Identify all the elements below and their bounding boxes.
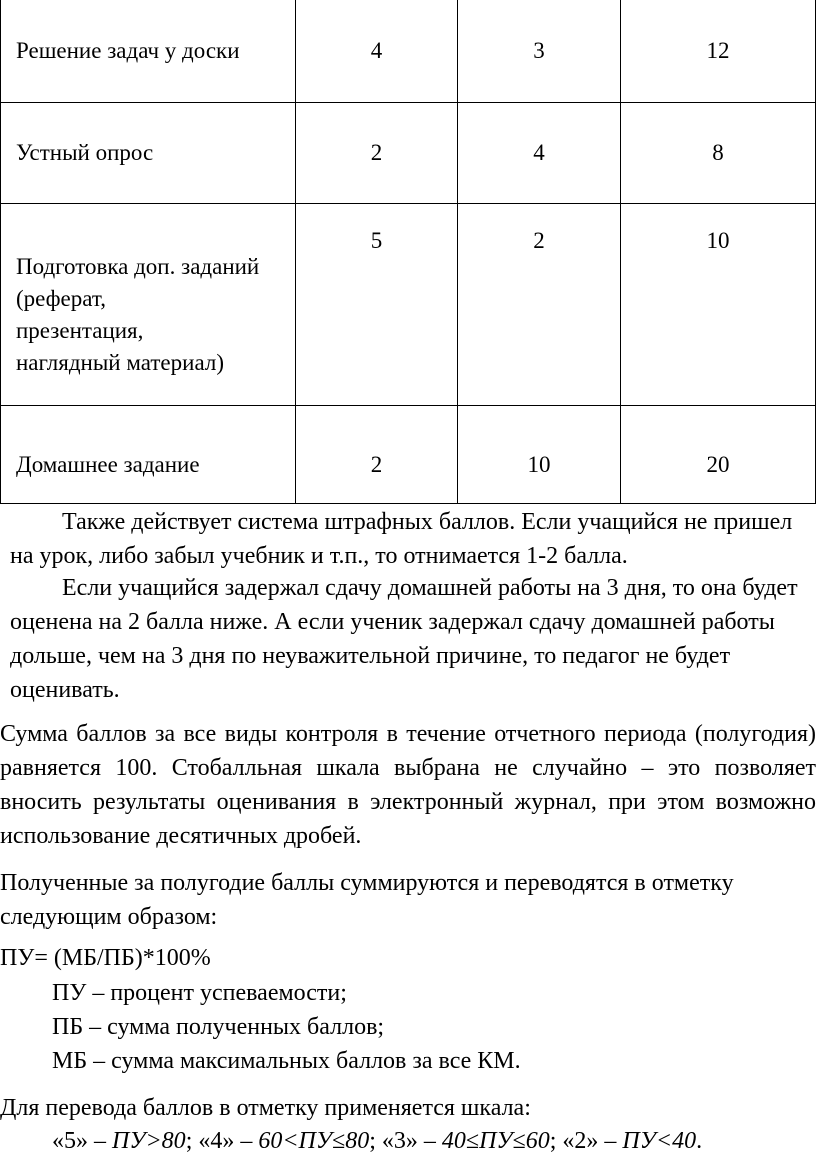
table-cell-value: 2	[296, 406, 458, 504]
activity-line: наглядный материал)	[16, 349, 224, 375]
activity-line: Подготовка доп. заданий	[16, 253, 260, 279]
grade-4-condition: 60<ПУ≤80	[258, 1128, 370, 1154]
table-row	[1, 0, 816, 103]
table-row	[1, 406, 816, 504]
table-row	[1, 103, 816, 204]
table-cell-value: 20	[621, 406, 816, 504]
table-cell-value: 12	[621, 0, 816, 103]
formula: ПУ= (МБ/ПБ)*100%	[0, 945, 211, 971]
definition-pu: ПУ – процент успеваемости;	[52, 980, 347, 1006]
scale-intro: Для перевода баллов в отметку применяется шкала:	[0, 1095, 531, 1121]
table-cell-activity: Домашнее задание	[1, 406, 296, 504]
activity-line: (реферат,	[16, 285, 106, 311]
grade-2-condition: ПУ<40	[622, 1128, 697, 1154]
score-sum-paragraph: Сумма баллов за все виды контроля в течение отчетного периода (полугодия) равняется 100. Стобалльная шкала выбрана не случайно – это позволяет вносить результаты оценивания в электронный журнал, при этом возможно использование десятичных дробей.	[0, 721, 816, 849]
table-cell-value: 8	[621, 103, 816, 204]
scale-end: .	[696, 1128, 703, 1154]
table-cell-value: 4	[296, 0, 458, 103]
grade-3-label: ; «3» –	[369, 1128, 442, 1154]
table-cell-value: 4	[458, 103, 621, 204]
activity-line: презентация,	[16, 317, 144, 343]
table-row	[1, 204, 816, 406]
grade-2-label: ; «2» –	[549, 1128, 623, 1154]
definition-mb: МБ – сумма максимальных баллов за все КМ.	[52, 1048, 521, 1074]
penalty-paragraph: Также действует система штрафных баллов. Если учащийся не пришел на урок, либо забыл учебник и т.п., то отнимается 1-2 балла.	[10, 509, 793, 569]
grade-3-condition: 40≤ПУ≤60	[441, 1128, 550, 1154]
grade-5-label: «5» –	[52, 1128, 112, 1154]
table-cell-value: 10	[621, 204, 816, 406]
table-cell-value: 5	[296, 204, 458, 406]
table-cell-value: 2	[296, 103, 458, 204]
table-cell-activity: Устный опрос	[1, 103, 296, 204]
conversion-paragraph: Полученные за полугодие баллы суммируются и переводятся в отметку следующим образом:	[0, 870, 734, 930]
definition-pb: ПБ – сумма полученных баллов;	[52, 1014, 385, 1040]
table-cell-activity	[1, 204, 296, 406]
scores-table	[0, 0, 816, 504]
grade-4-label: ; «4» –	[185, 1128, 259, 1154]
grade-5-condition: ПУ>80	[112, 1128, 186, 1154]
table-cell-value: 2	[458, 204, 621, 406]
table-cell-value: 10	[458, 406, 621, 504]
homework-delay-paragraph: Если учащийся задержал сдачу домашней работы на 3 дня, то она будет оценена на 2 балла ниже. А если ученик задержал сдачу домашней работы дольше, чем на 3 дня по неуважительной причине, то педагог не будет оценивать.	[10, 575, 798, 703]
table-cell-activity: Решение задач у доски	[1, 0, 296, 103]
table-cell-value: 3	[458, 0, 621, 103]
grading-scale	[52, 1128, 702, 1155]
